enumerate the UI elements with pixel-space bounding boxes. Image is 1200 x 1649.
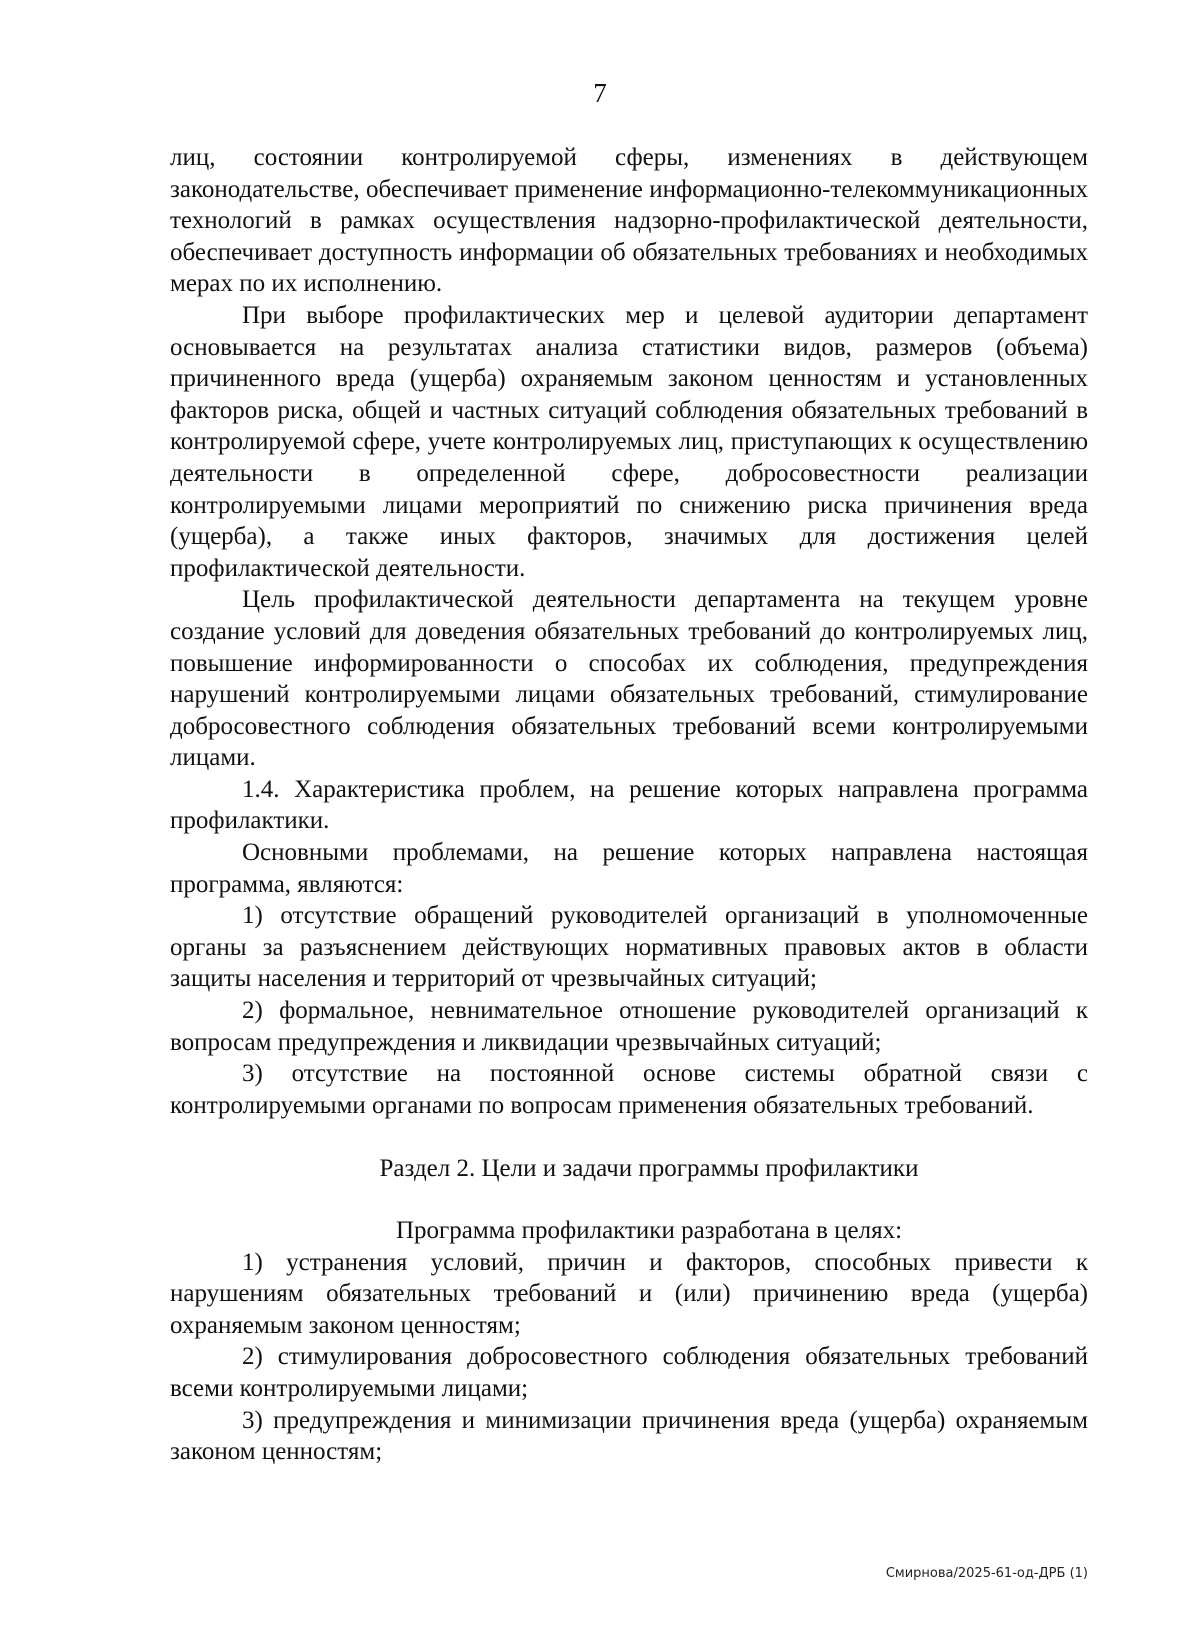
paragraph-goal: Цель профилактической деятельности департамента на текущем уровне создание условий для доведения обязательных требований до контролируемых лиц, повышение информированности о способах их соблюдения, предупреждения нарушений контролируемыми лицами обязательных требований, стимулирование добросовестного соблюдения обязательных требований всеми контролируемыми лицами. (170, 586, 1088, 772)
document-body (170, 142, 1088, 1468)
paragraph-problems-intro: Основными проблемами, на решение которых направлена настоящая программа, являются: (170, 839, 1088, 898)
paragraph-problems-heading: 1.4. Характеристика проблем, на решение которых направлена программа профилактики. (170, 775, 1088, 835)
paragraph-continuation: лиц, состоянии контролируемой сферы, изменениях в действующем законодательстве, обеспечивает применение информационно-телекоммуникационных технологий в рамках осуществления надзорно-профилактической деятельности, обеспечивает доступность информации об обязательных требованиях и необходимых мерах по их исполнению. (170, 144, 1088, 298)
list-item: 1) отсутствие обращений руководителей организаций в уполномоченные органы за разъяснением действующих нормативных правовых актов в области защиты населения и территорий от чрезвычайных ситуаций; (170, 902, 1088, 993)
list-item: 1) устранения условий, причин и факторов, способных привести к нарушениям обязательных требований и (или) причинению вреда (ущерба) охраняемым законом ценностям; (170, 1248, 1088, 1339)
list-item: 2) стимулирования добросовестного соблюдения обязательных требований всеми контролируемыми лицами; (170, 1343, 1088, 1402)
section-heading: Раздел 2. Цели и задачи программы профилактики (379, 1155, 919, 1183)
list-item: 2) формальное, невнимательное отношение руководителей организаций к вопросам предупреждения и ликвидации чрезвычайных ситуаций; (170, 997, 1088, 1056)
page-number: 7 (593, 78, 607, 108)
section-subheading: Программа профилактики разработана в целях: (395, 1217, 903, 1244)
list-item: 3) отсутствие на постоянной основе системы обратной связи с контролируемыми органами по вопросам применения обязательных требований. (170, 1060, 1088, 1119)
list-item: 3) предупреждения и минимизации причинения вреда (ущерба) охраняемым законом ценностям; (170, 1406, 1088, 1466)
paragraph-preventive-measures: При выборе профилактических мер и целевой аудитории департамент основывается на результатах анализа статистики видов, размеров (объема) причиненного вреда (ущерба) охраняемым законом ценностям и установленных факторов риска, общей и частных ситуаций соблюдения обязательных требований в контролируемой сфере, учете контролируемых лиц, приступающих к осуществлению деятельности в определенной сфере, добросовестности реализации контролируемыми лицами мероприятий по снижению риска причинения вреда (ущерба), а также иных факторов, значимых для достижения целей профилактической деятельности. (170, 301, 1088, 582)
document-registration-code: Смирнова/2025-61-од-ДРБ (1) (885, 1566, 1088, 1581)
